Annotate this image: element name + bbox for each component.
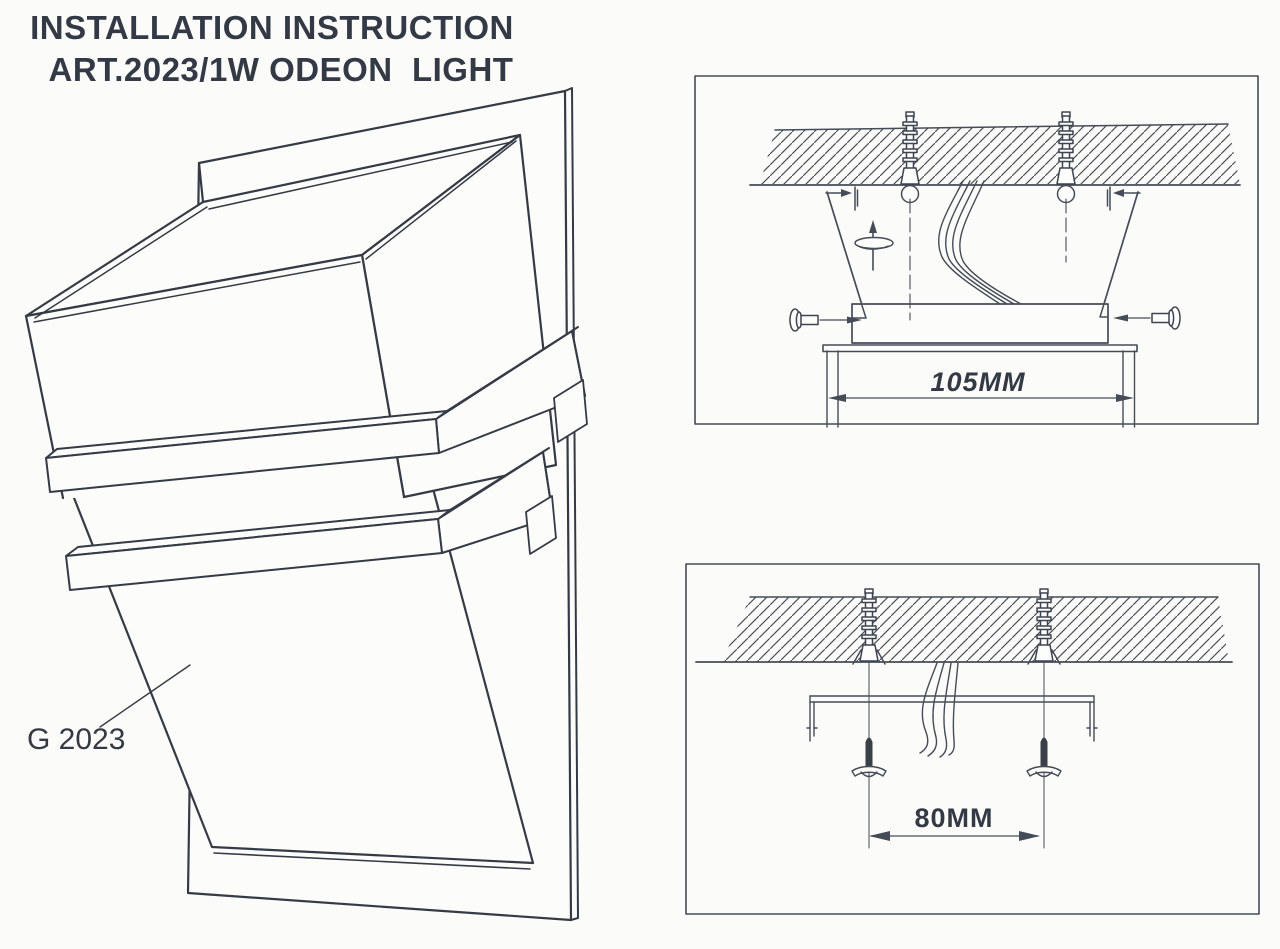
wall-hatching xyxy=(760,124,1240,184)
dimension-80mm-label: 80MM xyxy=(914,803,994,833)
wall-hatching xyxy=(722,597,1229,662)
fixing-pin-right xyxy=(1108,187,1111,210)
canopy-right-side xyxy=(1100,192,1138,317)
washer-screw-icon xyxy=(855,220,893,270)
title-line-2: ART.2023/1W ODEON LIGHT xyxy=(48,51,514,88)
arrow-left-icon xyxy=(826,189,852,197)
mounting-bracket xyxy=(807,696,1097,741)
mounting-screw-icon xyxy=(852,738,886,777)
mains-wires xyxy=(939,181,1021,304)
mounting-screw-icon xyxy=(1027,738,1061,777)
side-screw-right-arrow xyxy=(1113,315,1150,322)
lamp-isometric-drawing xyxy=(26,88,587,920)
fixing-pin-left xyxy=(855,187,858,210)
title-line-1: INSTALLATION INSTRUCTION xyxy=(30,9,514,46)
bottom-mounting-diagram xyxy=(686,564,1259,914)
side-screw-left-icon xyxy=(790,309,818,331)
product-code-label: G 2023 xyxy=(27,723,126,756)
canopy-left-side xyxy=(827,192,866,318)
canopy-base xyxy=(852,304,1108,343)
lamp-top-plate xyxy=(823,345,1137,352)
side-screw-right-icon xyxy=(1152,307,1180,329)
page-title xyxy=(30,9,514,88)
dimension-105mm-label: 105MM xyxy=(930,367,1026,397)
arrow-right-icon xyxy=(1113,189,1140,197)
mains-wires xyxy=(920,663,958,757)
